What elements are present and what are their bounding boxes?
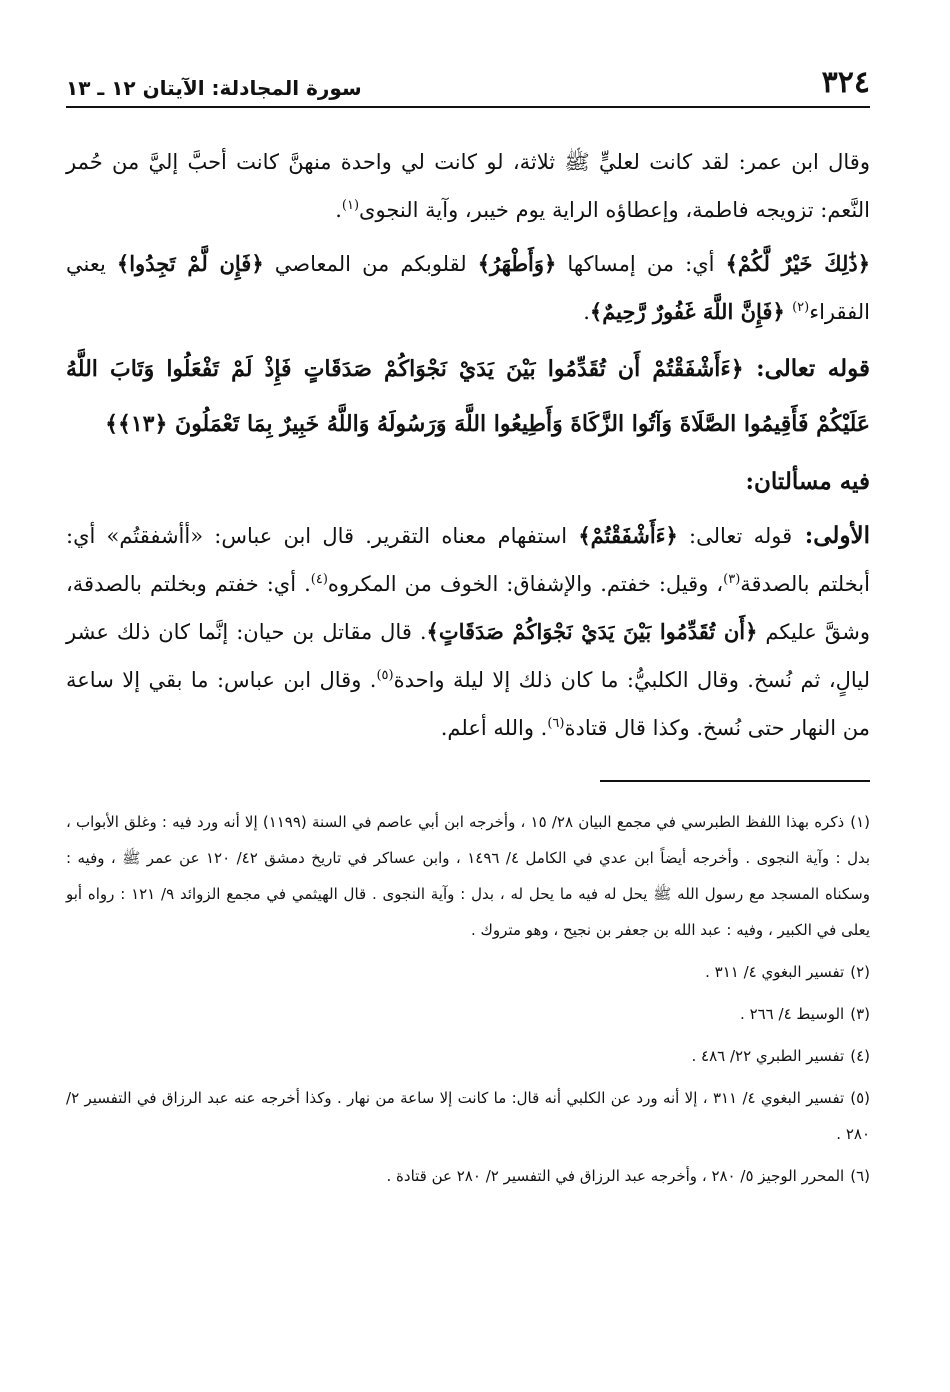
quran-quote: ﴿فَإِن لَّمْ تَجِدُوا﴾	[116, 251, 264, 276]
footnote-item	[66, 1080, 870, 1152]
footnote-text: تفسير البغوي ٤/ ٣١١ ، إلا أنه ورد عن الكلبي أنه قال: ما كانت إلا ساعة من نهار . وكذا أخرجه عنه عبد الرزاق في التفسير ٢/ ٢٨٠ .	[66, 1089, 870, 1143]
footnote-number: (٢)	[850, 963, 870, 981]
running-title: سورة المجادلة: الآيتان ١٢ ـ ١٣	[66, 76, 362, 100]
footnote-item	[66, 804, 870, 948]
footnote-number: (٣)	[850, 1005, 870, 1023]
section-heading: فيه مسألتان:	[745, 468, 870, 495]
quran-quote: ﴿فَإِنَّ اللَّهَ غَفُورٌ رَّحِيمٌ﴾	[589, 299, 793, 324]
page-header	[66, 60, 870, 108]
footnote-text: تفسير الطبري ٢٢/ ٤٨٦ .	[691, 1047, 845, 1065]
verse-text: ﴿ءَأَشْفَقْتُمْ أَن تُقَدِّمُوا بَيْنَ يَدَيْ نَجْوَاكُمْ صَدَقَاتٍ فَإِذْ لَمْ تَفْعَلُوا وَتَابَ اللَّهُ عَلَيْكُمْ فَأَقِيمُوا الصَّلَاةَ وَآتُوا الزَّكَاةَ وَأَطِيعُوا اللَّهَ وَرَسُولَهُ وَاللَّهُ خَبِيرٌ بِمَا تَعْمَلُونَ ﴿١٣﴾﴾	[66, 356, 870, 437]
footnote-text: الوسيط ٤/ ٢٦٦ .	[740, 1005, 845, 1023]
quran-quote: ﴿أَن تُقَدِّمُوا بَيْنَ يَدَيْ نَجْوَاكُمْ صَدَقَاتٍ﴾	[426, 619, 758, 644]
footnote-item	[66, 1158, 870, 1194]
footnote-ref-4[interactable]: (٤)	[310, 572, 328, 587]
footnote-item	[66, 996, 870, 1032]
footnote-item	[66, 954, 870, 990]
paragraph-tafsir: ﴿ذَٰلِكَ خَيْرٌ لَّكُمْ﴾ أي: من إمساكها ﴿وَأَطْهَرُ﴾ لقلوبكم من المعاصي ﴿فَإِن لَّمْ تَجِدُوا﴾ يعني الفقراء$^{(٢)}$ ﴿فَإِنَّ اللَّهَ غَفُورٌ رَّحِيمٌ﴾.	[66, 251, 870, 324]
quran-quote: ﴿وَأَطْهَرُ﴾	[477, 251, 557, 276]
footnote-number: (٤)	[850, 1047, 870, 1065]
page-number: ٣٢٤	[821, 65, 870, 100]
footnote-number: (١)	[850, 813, 870, 831]
issue-lead: الأولى:	[792, 522, 870, 549]
quran-quote: ﴿ذَٰلِكَ خَيْرٌ لَّكُمْ﴾	[725, 251, 870, 276]
footnote-text: ذكره بهذا اللفظ الطبرسي في مجمع البيان ٢٨/ ١٥ ، وأخرجه ابن أبي عاصم في السنة (١١٩٩) إلا أنه ورد فيه : وغلق الأبواب ، بدل : وآية النجوى . وأخرجه أيضاً ابن عدي في الكامل ٤/ ١٤٩٦ ، وابن عساكر في تاريخ دمشق ٤٢/ ١٢٠ عن عمر ﷺ ، وفيه : وسكناه المسجد مع رسول الله ﷺ يحل له فيه ما يحل له ، بدل : وآية النجوى . قال الهيثمي في مجمع الزوائد ٩/ ١٢١ : رواه أبو يعلى في الكبير ، وفيه : عبد الله بن جعفر بن نجيح ، وهو متروك .	[66, 813, 871, 939]
footnote-number: (٦)	[850, 1167, 870, 1185]
paragraph-ibn-umar: وقال ابن عمر: لقد كانت لعليٍّ ﷺ ثلاثة، لو كانت لي واحدة منهنَّ كانت أحبَّ إليَّ من حُمر النَّعم: تزويجه فاطمة، وإعطاؤه الراية يوم خيبر، وآية النجوى$^{(١)}$.	[66, 150, 870, 222]
footnote-ref-5[interactable]: (٥)	[376, 668, 394, 683]
body-text	[66, 138, 870, 752]
footnote-separator	[600, 780, 870, 782]
footnote-number: (٥)	[850, 1089, 870, 1107]
footnote-ref-3[interactable]: (٣)	[723, 572, 741, 587]
footnote-text: تفسير البغوي ٤/ ٣١١ .	[705, 963, 845, 981]
footnote-ref-2[interactable]: (٢)	[792, 300, 810, 315]
footnote-item	[66, 1038, 870, 1074]
verse-lead: قوله تعالى:	[743, 355, 870, 382]
footnote-ref-1[interactable]: (١)	[341, 198, 360, 213]
paragraph-first-issue: الأولى: قوله تعالى: ﴿ءَأَشْفَقْتُمْ﴾ استفهام معناه التقرير. قال ابن عباس: «أأشفقتُم» أي: أبخلتم بالصدقة$^{(٣)}$، وقيل: خفتم. والإشفاق: الخوف من المكروه$^{(٤)}$. أي: خفتم وبخلتم بالصدقة، وشقَّ عليكم ﴿أَن تُقَدِّمُوا بَيْنَ يَدَيْ نَجْوَاكُمْ صَدَقَاتٍ﴾. قال مقاتل بن حيان: إنَّما كان ذلك عشر ليالٍ، ثم نُسخ. وقال الكلبيُّ: ما كان ذلك إلا ليلة واحدة$^{(٥)}$. وقال ابن عباس: ما بقي إلا ساعة من النهار حتى نُسخ. وكذا قال قتادة$^{(٦)}$. والله أعلم.	[66, 522, 871, 740]
footnotes	[66, 804, 870, 1194]
quran-quote: ﴿ءَأَشْفَقْتُمْ﴾	[578, 523, 678, 548]
footnote-ref-6[interactable]: (٦)	[547, 716, 565, 731]
footnote-text: المحرر الوجيز ٥/ ٢٨٠ ، وأخرجه عبد الرزاق في التفسير ٢/ ٢٨٠ عن قتادة .	[386, 1167, 845, 1185]
verse-block	[66, 342, 870, 452]
